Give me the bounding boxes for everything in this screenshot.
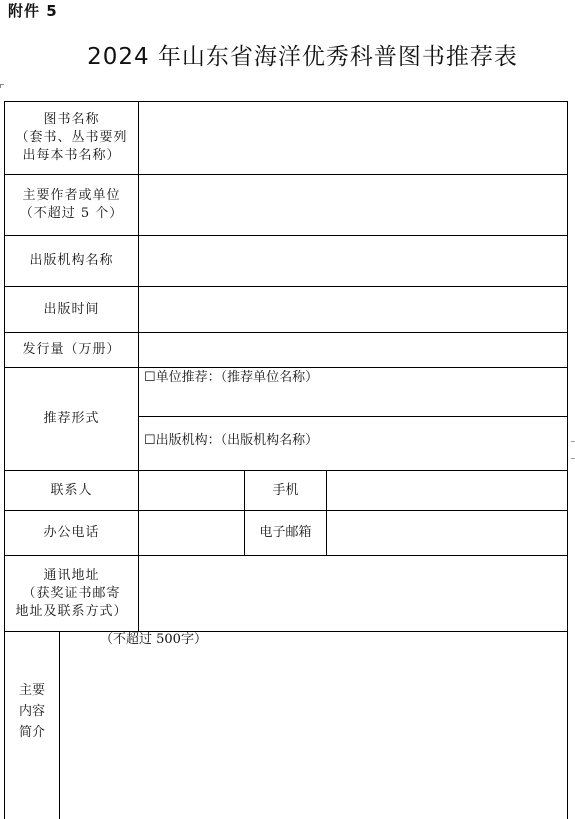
crop-mark (571, 441, 575, 442)
table-border (138, 416, 568, 417)
summary-label: 主要 内容 简介 (18, 683, 45, 740)
office-phone-label: 办公电话 (43, 525, 100, 540)
publisher-field[interactable] (139, 236, 567, 286)
book-name-label: 图书名称 （套书、丛书要列 出每本书名称） (15, 112, 128, 163)
address-field[interactable] (139, 556, 567, 631)
address-label: 通讯地址 （获奖证书邮寄 地址及联系方式） (15, 567, 128, 619)
author-label: 主要作者或单位 （不超过 5 个） (19, 188, 124, 221)
email-label: 电子邮箱 (259, 525, 312, 540)
publisher-recommend-option[interactable]: ☐出版机构：（出版机构名称） (144, 433, 319, 448)
publish-time-field[interactable] (139, 287, 567, 332)
recommend-form-label: 推荐形式 (43, 411, 100, 426)
contact-label: 联系人 (50, 482, 93, 498)
publish-time-label: 出版时间 (43, 301, 100, 317)
email-field[interactable] (327, 511, 567, 555)
crop-mark (0, 84, 4, 88)
page-title: 2024 年山东省海洋优秀科普图书推荐表 (87, 44, 518, 70)
mobile-field[interactable] (327, 471, 567, 510)
crop-mark (571, 458, 575, 459)
contact-field[interactable] (139, 471, 244, 510)
circulation-label: 发行量（万册） (22, 342, 121, 357)
author-field[interactable] (139, 175, 567, 235)
book-name-field[interactable] (139, 102, 567, 174)
table-border (567, 101, 568, 819)
publisher-label: 出版机构名称 (29, 253, 114, 268)
attachment-label: 附件 5 (8, 2, 58, 20)
unit-recommend-option[interactable]: ☐单位推荐：（推荐单位名称） (144, 370, 319, 385)
circulation-field[interactable] (139, 333, 567, 367)
summary-hint: （不超过 500字） (100, 632, 207, 647)
mobile-label: 手机 (272, 482, 299, 498)
summary-field[interactable] (60, 652, 567, 819)
office-phone-field[interactable] (139, 511, 244, 555)
